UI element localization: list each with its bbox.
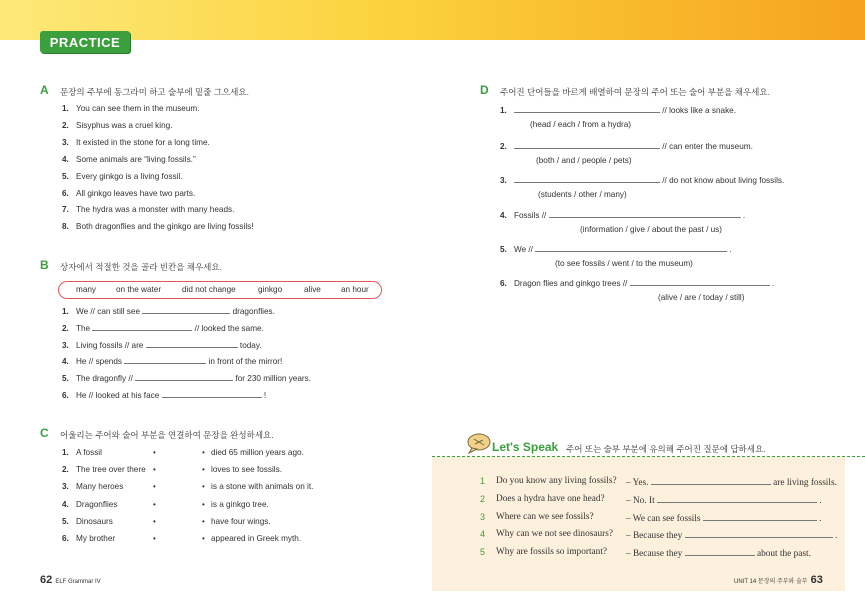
item-number: 5. [62,374,69,384]
speak-number: 4 [480,529,486,540]
match-dot[interactable]: • [202,482,205,492]
speak-answer-start: – Yes. [626,478,649,488]
item-number: 3. [62,482,69,492]
section-c-letter: C [40,426,49,440]
speak-question: Where can we see fossils? [496,511,594,522]
answer-blank[interactable] [162,389,262,398]
item-text: All ginkgo leaves have two parts. [76,188,196,198]
item-text: It existed in the stone for a long time. [76,137,210,147]
exercise-item [500,104,736,115]
exercise-item [500,209,745,220]
exercise-item [62,104,200,113]
exercise-item [62,205,234,214]
footer-right [734,574,823,586]
answer-blank[interactable] [685,529,833,538]
word-item: an hour [341,285,369,294]
match-left-item [62,517,113,526]
item-number: 2. [62,120,69,130]
section-a-letter: A [40,83,49,97]
item-text: Dinosaurs [76,516,113,526]
item-number: 5. [62,516,69,526]
item-text: Dragonflies [76,499,118,509]
match-right-item: is a stone with animals on it. [211,482,314,492]
item-text-before: The dragonfly // [76,374,133,384]
speak-question: Why can we not see dinosaurs? [496,529,613,540]
item-number: 5. [500,245,507,254]
item-text: My brother [76,534,116,543]
word-item: ginkgo [258,285,283,294]
item-number: 2. [62,465,69,475]
answer-blank[interactable] [651,476,771,485]
item-number: 1. [62,104,69,113]
match-left-item [62,482,123,491]
exercise-item [62,305,275,316]
speak-answer-end: . [819,495,822,506]
speak-answer [626,547,811,559]
exercise-item [500,243,732,254]
lets-speak-label: Let's Speak [492,440,559,454]
item-text-before: Living fossils // are [76,340,144,350]
section-a-title: 문장의 주부에 동그라미 하고 술부에 밑줄 그으세요. [60,87,249,97]
speak-answer-start: – No. It [626,495,655,506]
speak-answer-end: about the past. [756,549,811,560]
item-text: Many heroes [76,482,124,492]
item-text-before: The [76,323,91,333]
item-text-after: // looked the same. [194,323,264,333]
exercise-item [62,322,264,333]
speak-number: 1 [480,476,486,486]
match-left-item [62,465,146,474]
answer-blank[interactable] [135,372,233,381]
exercise-item [62,189,195,198]
item-number: 7. [62,205,69,215]
item-number: 4. [62,154,69,164]
match-right-item: have four wings. [211,516,271,526]
item-text: You can see them in the museum. [76,104,200,113]
item-number: 3. [62,340,69,350]
speak-answer-start: – We can see fossils [626,513,701,524]
match-right-item: is a ginkgo tree. [211,499,269,509]
item-number: 6. [62,188,69,198]
speak-number: 5 [480,547,486,558]
item-text-after: dragonflies. [232,307,275,316]
item-number: 4. [62,357,69,367]
word-hint: (to see fossils / went / to the museum) [555,259,693,268]
speak-question: Do you know any living fossils? [496,476,617,486]
match-dot[interactable]: • [153,465,156,475]
exercise-item [62,172,182,181]
match-dot[interactable]: • [202,516,205,526]
speak-answer [626,512,821,524]
speak-question: Does a hydra have one head? [496,493,605,504]
word-hint: (alive / are / today / still) [658,293,745,302]
item-text: A fossil [76,448,102,457]
exercise-item [62,138,210,147]
item-number: 2. [500,142,507,151]
item-number: 1. [500,106,507,115]
item-text: Both dragonflies and the ginkgo are living fossils! [76,222,254,232]
item-number: 3. [500,176,507,185]
match-right-item: appeared in Greek myth. [211,534,302,543]
item-number: 5. [62,171,69,181]
page-number-left: 62 [40,574,53,586]
word-hint: (students / other / many) [538,190,627,199]
section-d-letter: D [480,83,489,97]
speak-answer [626,476,837,488]
item-text-after: // looks like a snake. [662,106,737,115]
answer-blank[interactable] [514,140,660,149]
answer-blank[interactable] [124,355,206,364]
footer-unit-title: UNIT 14 문장의 주부와 술부 [734,579,808,585]
speak-answer-start: – Because they [626,531,683,542]
answer-blank[interactable] [514,174,660,183]
speak-answer [626,529,837,541]
item-text-after: // can enter the museum. [662,142,753,151]
item-number: 4. [500,211,507,220]
answer-blank[interactable] [92,322,192,331]
speech-bubble-icon [466,432,492,454]
item-number: 6. [62,391,69,400]
match-right-item: loves to see fossils. [211,465,282,475]
item-text-before: We // [514,245,533,254]
item-text: The hydra was a monster with many heads. [76,205,235,215]
match-right-item: died 65 million years ago. [211,448,304,457]
item-text-after: . [729,245,732,254]
item-text-after: for 230 million years. [235,374,311,384]
word-item: many [76,285,97,294]
answer-blank[interactable] [703,512,817,521]
practice-badge: PRACTICE [40,31,130,53]
footer-left [40,574,101,586]
match-dot[interactable]: • [202,465,205,475]
item-text-after: in front of the mirror! [208,357,283,367]
match-dot[interactable]: • [202,448,205,457]
footer-book-title: ELF Grammar IV [55,579,101,585]
item-number: 6. [500,279,507,288]
item-text-before: Dragon flies and ginkgo trees // [514,279,628,288]
answer-blank[interactable] [535,243,727,252]
speak-answer-end: . [834,531,838,542]
exercise-item [500,174,784,185]
section-b-letter: B [40,258,49,272]
section-c-title: 어울리는 주어와 술어 부분을 연결하여 문장을 완성하세요. [60,430,274,440]
match-dot[interactable]: • [153,448,156,457]
match-left-item [62,448,102,457]
match-dot[interactable]: • [153,516,156,526]
exercise-item [62,222,254,231]
match-dot[interactable]: • [153,499,156,509]
item-number: 2. [62,323,69,333]
item-text: Every ginkgo is a living fossil. [76,171,183,181]
match-dot[interactable]: • [202,534,205,543]
item-text: The tree over there [76,465,146,475]
word-item: alive [304,285,321,294]
exercise-item [500,277,774,288]
lets-speak-divider [432,456,865,457]
section-b-title: 상자에서 적절한 것을 골라 빈칸을 채우세요. [60,262,222,272]
page-number-right: 63 [810,574,823,586]
speak-answer-end: are living fossils. [773,478,837,488]
speak-answer-start: – Because they [626,549,683,560]
lets-speak-title: 주어 또는 술부 부분에 유의해 주어진 질문에 답하세요. [566,444,766,454]
exercise-item [62,339,262,350]
match-dot[interactable]: • [153,534,156,543]
answer-blank[interactable] [685,547,755,556]
item-text-after: // do not know about living fossils. [662,176,785,185]
item-text-before: We // can still see [76,307,141,316]
match-left-item [62,500,117,509]
speak-answer-end: . [819,513,822,524]
item-text: Some animals are “living fossils.” [76,154,196,164]
speak-number: 2 [480,493,486,504]
item-number: 6. [62,534,69,543]
item-number: 3. [62,137,69,147]
item-number: 1. [62,448,69,457]
exercise-item [62,155,196,164]
exercise-item [62,372,311,383]
answer-blank[interactable] [657,494,817,503]
word-item: did not change [182,285,236,294]
item-text-before: Fossils // [514,211,547,220]
speak-question: Why are fossils so important? [496,547,608,558]
match-left-item [62,534,115,543]
speak-number: 3 [480,511,486,522]
answer-blank[interactable] [142,305,230,314]
item-text-after: . [742,211,746,220]
item-text-after: ! [263,391,267,400]
exercise-item [62,355,282,366]
word-hint: (both / and / people / pets) [536,156,632,165]
match-dot[interactable]: • [153,482,156,492]
answer-blank[interactable] [630,277,770,286]
exercise-item [500,140,753,151]
answer-blank[interactable] [514,104,660,113]
item-text-before: He // looked at his face [76,391,160,400]
word-hint: (head / each / from a hydra) [530,120,632,129]
word-item: on the water [116,285,162,294]
exercise-item [62,121,172,130]
item-number: 4. [62,499,69,509]
item-text-after: . [771,279,775,288]
answer-blank[interactable] [549,209,741,218]
item-text-after: today. [239,340,262,350]
speak-answer [626,494,822,506]
item-number: 8. [62,222,69,232]
answer-blank[interactable] [146,339,238,348]
section-d-title: 주어진 단어들을 바르게 배열하여 문장의 주어 또는 술어 부분을 채우세요. [500,87,770,97]
exercise-item [62,389,266,400]
match-dot[interactable]: • [202,499,205,509]
item-number: 1. [62,307,69,316]
word-hint: (information / give / about the past / us) [580,225,722,234]
word-box [58,281,382,299]
item-text: Sisyphus was a cruel king. [76,120,173,130]
item-text-before: He // spends [76,357,122,367]
